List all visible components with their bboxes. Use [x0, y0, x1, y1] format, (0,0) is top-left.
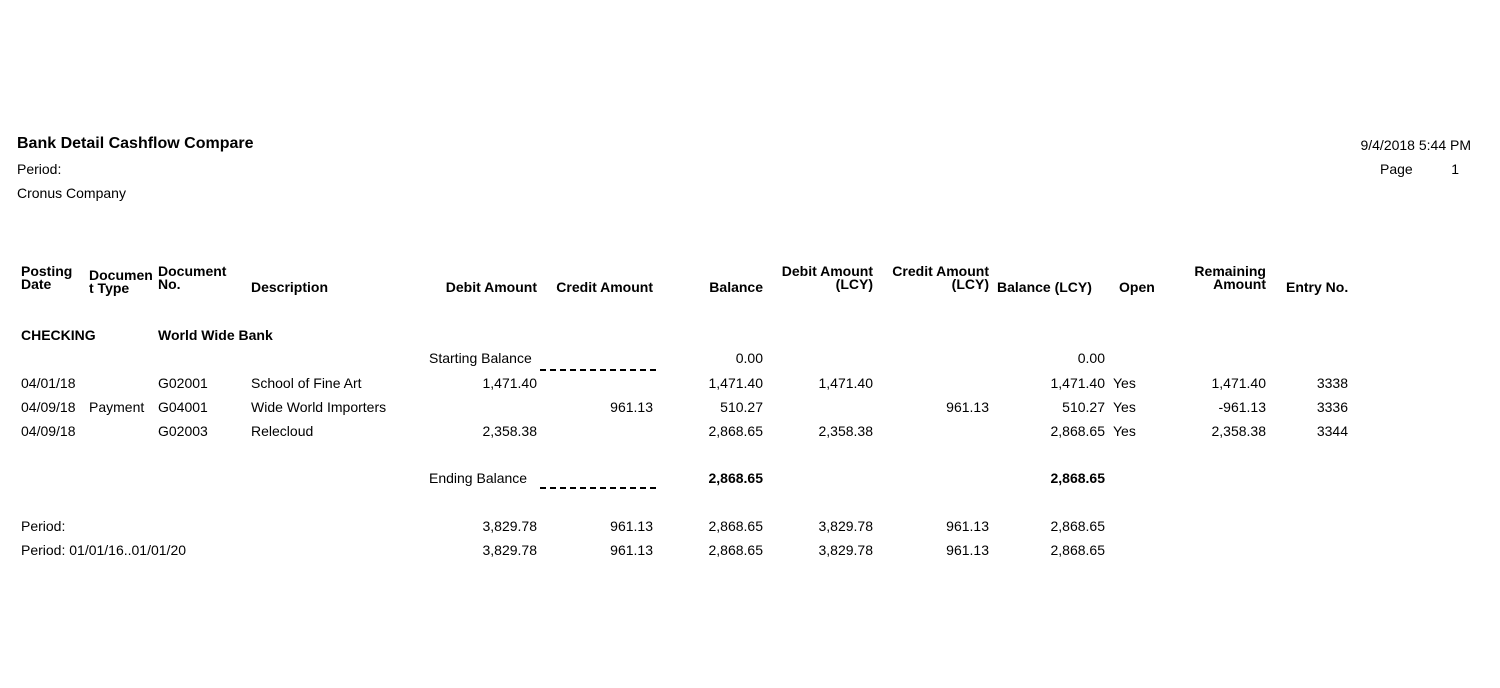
account-name: World Wide Bank	[158, 327, 273, 343]
entry-debit-lcy: 2,358.38	[818, 423, 873, 439]
totals-balance: 2,868.65	[708, 542, 763, 558]
report-datetime: 9/4/2018 5:44 PM	[1360, 137, 1471, 153]
col-balance-lcy: Balance (LCY)	[997, 279, 1092, 295]
totals-debit-lcy: 3,829.78	[818, 518, 873, 534]
totals-debit-lcy: 3,829.78	[818, 542, 873, 558]
col-posting-date-line1: Posting	[21, 263, 73, 279]
company-name: Cronus Company	[17, 185, 126, 201]
report-title: Bank Detail Cashflow Compare	[17, 135, 254, 152]
entry-open: Yes	[1113, 375, 1136, 391]
totals-balance-lcy: 2,868.65	[1050, 542, 1105, 558]
col-credit-amount: Credit Amount	[556, 279, 653, 295]
entry-balance-lcy: 2,868.65	[1050, 423, 1105, 439]
entry-doc-type: Payment	[89, 399, 145, 415]
col-balance: Balance	[709, 279, 763, 295]
totals-credit-lcy: 961.13	[946, 518, 989, 534]
col-credit-amount-lcy-line1: Credit Amount	[892, 263, 989, 279]
entry-open: Yes	[1113, 423, 1136, 439]
col-description: Description	[251, 279, 329, 295]
col-debit-amount: Debit Amount	[445, 279, 537, 295]
totals-credit: 961.13	[610, 542, 653, 558]
entry-posting-date: 04/01/18	[21, 375, 76, 391]
entry-open: Yes	[1113, 399, 1136, 415]
entry-doc-no: G04001	[158, 399, 208, 415]
ending-balance-label: Ending Balance	[429, 470, 528, 486]
col-debit-amount-lcy	[743, 265, 873, 291]
entry-credit-lcy: 961.13	[946, 399, 989, 415]
entry-balance-lcy: 1,471.40	[1050, 375, 1105, 391]
totals-credit-lcy: 961.13	[946, 542, 989, 558]
entry-description: School of Fine Art	[251, 375, 362, 391]
entry-entry-no: 3344	[1316, 423, 1348, 439]
entry-doc-no: G02001	[158, 375, 208, 391]
account-code: CHECKING	[21, 327, 96, 343]
col-posting-date	[21, 265, 72, 291]
col-open: Open	[1119, 279, 1155, 295]
entry-balance: 510.27	[720, 399, 763, 415]
totals-debit: 3,829.78	[482, 518, 537, 534]
entry-remaining: 1,471.40	[1211, 375, 1266, 391]
col-document-type	[89, 269, 153, 295]
starting-balance: 0.00	[735, 350, 763, 366]
col-document-no-line2: No.	[158, 276, 181, 292]
entry-description: Wide World Importers	[251, 399, 387, 415]
col-remaining-amount-line2: Amount	[1213, 276, 1266, 292]
entry-balance: 2,868.65	[708, 423, 763, 439]
entry-remaining: -961.13	[1218, 399, 1266, 415]
entry-entry-no: 3338	[1316, 375, 1348, 391]
entry-credit: 961.13	[610, 399, 653, 415]
entry-balance: 1,471.40	[708, 375, 763, 391]
entry-debit: 1,471.40	[482, 375, 537, 391]
starting-balance-lcy: 0.00	[1077, 350, 1105, 366]
ending-balance: 2,868.65	[708, 470, 763, 486]
col-entry-no: Entry No.	[1286, 279, 1349, 295]
totals-label: Period: 01/01/16..01/01/20	[21, 542, 187, 558]
starting-balance-label: Starting Balance	[429, 350, 532, 366]
entry-posting-date: 04/09/18	[21, 423, 76, 439]
col-credit-amount-lcy	[859, 265, 989, 291]
totals-balance: 2,868.65	[708, 518, 763, 534]
col-document-type-line2: t Type	[89, 280, 130, 296]
entry-debit-lcy: 1,471.40	[818, 375, 873, 391]
entry-entry-no: 3336	[1316, 399, 1348, 415]
col-debit-amount-lcy-line1: Debit Amount	[781, 263, 873, 279]
col-document-type-line1: Documen	[89, 267, 153, 283]
page-label: Page	[1380, 161, 1413, 177]
col-remaining-amount-line1: Remaining	[1194, 263, 1266, 279]
totals-balance-lcy: 2,868.65	[1050, 518, 1105, 534]
period-label: Period:	[17, 161, 62, 177]
ending-balance-lcy: 2,868.65	[1050, 470, 1105, 486]
entry-description: Relecloud	[251, 423, 314, 439]
totals-debit: 3,829.78	[482, 542, 537, 558]
col-document-no	[158, 265, 226, 291]
page-number: 1	[1451, 161, 1459, 177]
col-posting-date-line2: Date	[21, 276, 52, 292]
starting-dashed-rule	[540, 369, 656, 371]
totals-credit: 961.13	[610, 518, 653, 534]
entry-posting-date: 04/09/18	[21, 399, 76, 415]
col-credit-amount-lcy-line2: (LCY)	[951, 276, 989, 292]
totals-label: Period:	[21, 518, 66, 534]
ending-dashed-rule	[540, 487, 656, 489]
col-document-no-line1: Document	[158, 263, 227, 279]
entry-debit: 2,358.38	[482, 423, 537, 439]
entry-balance-lcy: 510.27	[1062, 399, 1105, 415]
entry-remaining: 2,358.38	[1211, 423, 1266, 439]
entry-doc-no: G02003	[158, 423, 208, 439]
col-remaining-amount	[1156, 265, 1266, 291]
col-debit-amount-lcy-line2: (LCY)	[835, 276, 873, 292]
